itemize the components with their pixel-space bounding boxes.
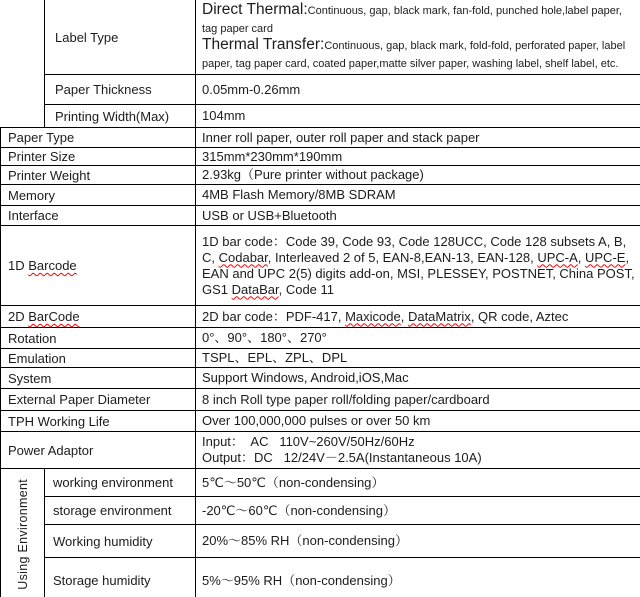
using-environment-side-cell <box>1 469 45 597</box>
spec-value-printing-width: 104mm <box>196 105 640 128</box>
spec-row-system <box>1 368 640 389</box>
spec-value-memory: 4MB Flash Memory/8MB SDRAM <box>196 185 640 206</box>
spec-row-storage-environment <box>1 497 640 525</box>
spec-row-external-paper-diameter <box>1 389 640 411</box>
spec-value-printer-size: 315mm*230mm*190mm <box>196 148 640 166</box>
spec-value-interface: USB or USB+Bluetooth <box>196 206 640 226</box>
spec-label-power-adaptor: Power Adaptor <box>1 432 196 469</box>
spec-label-memory: Memory <box>1 185 196 206</box>
spec-row-storage-humidity <box>1 558 640 597</box>
spec-label-rotation: Rotation <box>1 328 196 349</box>
spec-label-working-environment: working environment <box>45 469 196 497</box>
using-environment-vertical-label: Using Environment <box>15 479 30 591</box>
spec-row-label-type <box>1 0 640 75</box>
spec-row-printer-weight <box>1 166 640 185</box>
spec-value-external-paper-diameter: 8 inch Roll type paper roll/folding paper/cardboard <box>196 389 640 411</box>
spec-row-rotation <box>1 328 640 349</box>
spec-value-storage-humidity: 5%～95% RH（non-condensing） <box>196 558 640 597</box>
spec-label-system: System <box>1 368 196 389</box>
spec-label-paper-thickness: Paper Thickness <box>45 75 196 105</box>
spec-label-1d-barcode: 1D Barcode <box>1 226 196 306</box>
spec-value-storage-environment: -20℃～60℃（non-condensing） <box>196 497 640 525</box>
spec-row-emulation <box>1 349 640 368</box>
spec-label-storage-environment: storage environment <box>45 497 196 525</box>
spec-label-printing-width: Printing Width(Max) <box>45 105 196 128</box>
spec-label-tph-working-life: TPH Working Life <box>1 411 196 432</box>
spec-row-1d-barcode <box>1 226 640 306</box>
spec-value-rotation: 0°、90°、180°、270° <box>196 328 640 349</box>
spec-label-2d-barcode: 2D BarCode <box>1 306 196 328</box>
spec-row-memory <box>1 185 640 206</box>
spec-row-paper-thickness <box>1 75 640 105</box>
spec-value-1d-barcode: 1D bar code：Code 39, Code 93, Code 128UCC, Code 128 subsets A, B, C, Codabar, Interleaved 2 of 5, EAN-8,EAN-13, EAN-128, UPC-A, UPC-E, EAN and UPC 2(5) digits add-on, MSI, PLESSEY, POSTNET, China POST, GS1 DataBar, Code 11 <box>196 226 640 306</box>
spec-row-interface <box>1 206 640 226</box>
spec-label-emulation: Emulation <box>1 349 196 368</box>
spec-label-printer-weight: Printer Weight <box>1 166 196 185</box>
spec-value-working-humidity: 20%～85% RH（non-condensing） <box>196 525 640 558</box>
spec-row-working-humidity <box>1 525 640 558</box>
spec-row-printer-size <box>1 148 640 166</box>
spec-value-system: Support Windows, Android,iOS,Mac <box>196 368 640 389</box>
empty-corner-cell <box>1 0 45 128</box>
spec-label-printer-size: Printer Size <box>1 148 196 166</box>
spec-row-paper-type <box>1 128 640 148</box>
spec-value-printer-weight: 2.93kg（Pure printer without package) <box>196 166 640 185</box>
spec-row-printing-width <box>1 105 640 128</box>
spec-row-2d-barcode <box>1 306 640 328</box>
spec-value-2d-barcode: 2D bar code：PDF-417, Maxicode, DataMatrix, QR code, Aztec <box>196 306 640 328</box>
spec-label-storage-humidity: Storage humidity <box>45 558 196 597</box>
spec-value-power-adaptor: Input： AC 110V~260V/50Hz/60Hz Output：DC 12/24V－2.5A(Instantaneous 10A) <box>196 432 640 469</box>
spec-value-paper-thickness: 0.05mm-0.26mm <box>196 75 640 105</box>
spec-value-working-environment: 5℃～50℃（non-condensing） <box>196 469 640 497</box>
spec-value-paper-type: Inner roll paper, outer roll paper and stack paper <box>196 128 640 148</box>
spec-label-interface: Interface <box>1 206 196 226</box>
spec-label-working-humidity: Working humidity <box>45 525 196 558</box>
spec-row-working-environment <box>1 469 640 497</box>
spec-label-label-type: Label Type <box>45 0 196 75</box>
spec-value-label-type: Direct Thermal:Continuous, gap, black mark, fan-fold, punched hole,label paper, tag paper card Thermal Transfer:Continuous, gap, black mark, fold-fold, perforated paper, label paper, tag paper card, coated paper,matte silver paper, washing label, shelf label, etc. <box>196 0 640 75</box>
spec-label-external-paper-diameter: External Paper Diameter <box>1 389 196 411</box>
spec-row-tph-working-life <box>1 411 640 432</box>
spec-value-tph-working-life: Over 100,000,000 pulses or over 50 km <box>196 411 640 432</box>
spec-label-paper-type: Paper Type <box>1 128 196 148</box>
spec-value-emulation: TSPL、EPL、ZPL、DPL <box>196 349 640 368</box>
spec-row-power-adaptor <box>1 432 640 469</box>
